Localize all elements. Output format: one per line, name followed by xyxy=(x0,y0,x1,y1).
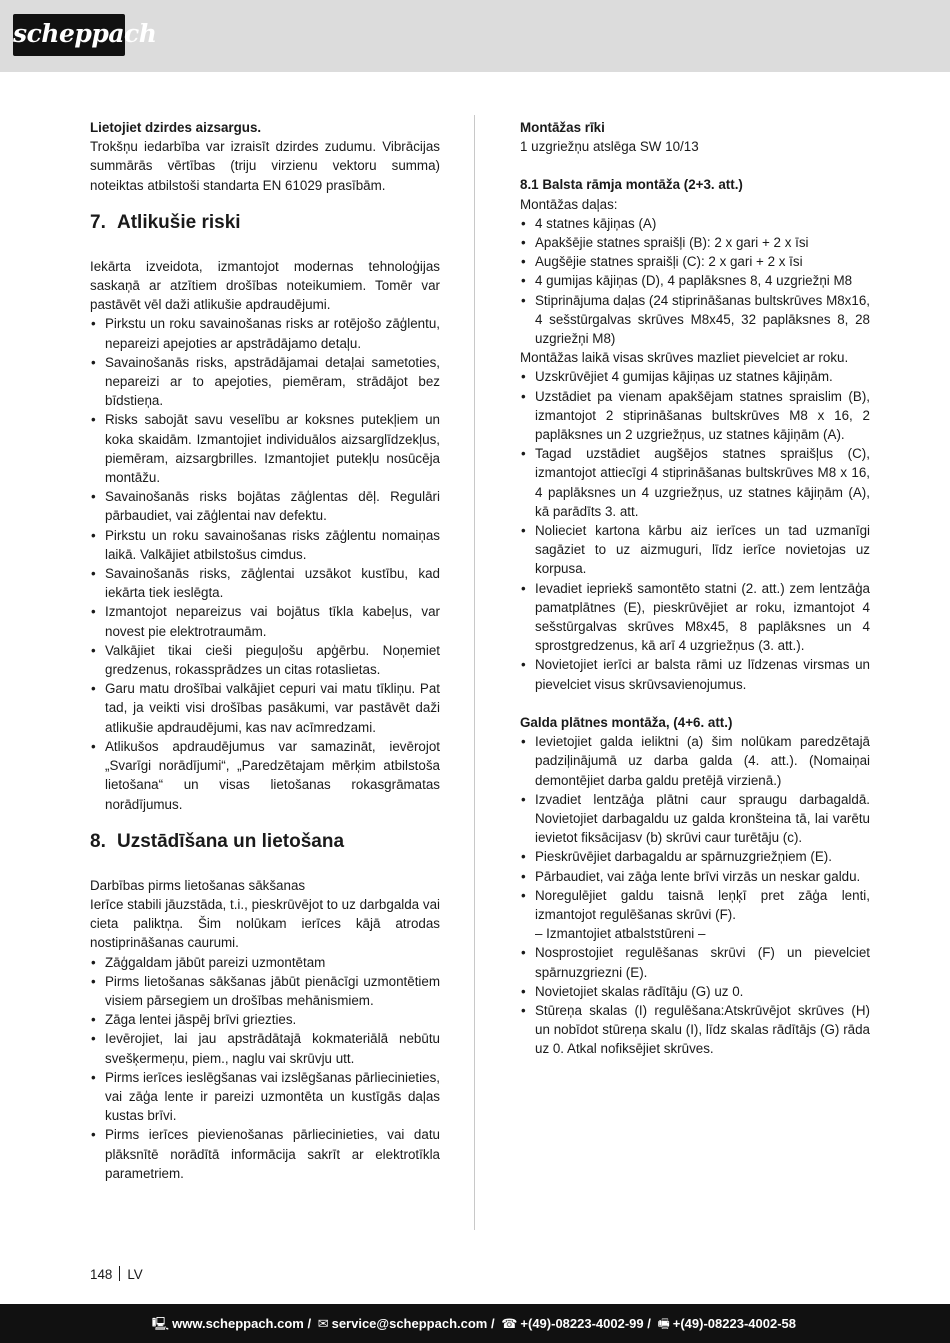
section-7-number: 7. xyxy=(90,211,106,233)
list-item: • Zāga lentei jāspēj brīvi griezties. xyxy=(90,1010,440,1029)
list-item: • Savainošanās risks, zāģlentai uzsākot kustību, kad iekārta tiek ieslēgta. xyxy=(90,564,440,602)
header-band xyxy=(0,0,950,72)
list-item: • Izvadiet lentzāģa plātni caur spraugu darbagaldā. Novietojiet darbagaldu uz galda kronšteina tā, lai varētu ievietot fiksācijasv (b) skrūvi caur turētāju (c). xyxy=(520,790,870,848)
list-item: • Savainošanās risks bojātas zāģlentas dēļ. Regulāri pārbaudiet, vai zāģlentai nav defektu. xyxy=(90,487,440,525)
list-item: • Stūreņa skalas (I) regulēšana:Atskrūvējot skrūves (H) un nobīdot stūreņa skalu (I), līdz skalas rādītājs (G) rāda uz 0. Atkal nofiksējiet skrūves. xyxy=(520,1001,870,1059)
list-item: • Atlikušos apdraudējumus var samazināt, ievērojot „Svarīgi norādījumi“, „Paredzētajam mērķim atbilstoša lietošana“ un visas lietošanas rokasgrāmatas norādījumus. xyxy=(90,737,440,814)
tools-text: 1 uzgriežņu atslēga SW 10/13 xyxy=(520,139,699,155)
column-divider xyxy=(474,115,475,1230)
list-item: • Ievietojiet galda ieliktni (a) šim nolūkam paredzētajā padziļinājumā uz darba galda (4. att.). (Nomaiņai demontējiet darba galdu pretējā virzienā.) xyxy=(520,732,870,790)
list-item: • Noregulējiet galdu taisnā leņķī pret zāģa lenti, izmantojot regulēšanas skrūvi (F). – Izmantojiet atbalststūreni – xyxy=(520,886,870,944)
left-column xyxy=(90,118,440,1183)
section-8-subtitle: Darbības pirms lietošanas sākšanas xyxy=(90,877,306,893)
list-item: • Nolieciet kartona kārbu aiz ierīces un tad uzmanīgi sagāziet to uz aizmuguri, līdz ierīce novietojas uz korpusa. xyxy=(520,521,870,579)
parts-list xyxy=(520,214,870,348)
list-item: • Tagad uzstādiet augšējos statnes spraišļus (C), izmantojot attiecīgi 4 stiprināšanas bultskrūves M8 x 16, 4 paplāksnes un 4 uzgriežņus, uz statnes kājiņām (A), kā parādīts 3. att. xyxy=(520,444,870,521)
list-item: • Pirms ierīces ieslēgšanas vai izslēgšanas pārliecinieties, vai zāģa lente ir pareizi uzmontēta un kustīgās daļas kustas brīvi. xyxy=(90,1068,440,1126)
list-item: • Pirkstu un roku savainošanas risks zāģlentu nomaiņas laikā. Valkājiet atbilstošus cimdus. xyxy=(90,526,440,564)
list-item: • 4 statnes kājiņas (A) xyxy=(520,214,870,233)
mail-icon: ✉ xyxy=(317,1316,329,1331)
website-link[interactable]: www.scheppach.com xyxy=(172,1316,304,1331)
list-item: • Izmantojot nepareizus vai bojātus tīkla kabeļus, var novest pie elektrotraumām. xyxy=(90,602,440,640)
list-item: • Valkājiet tikai cieši pieguļošu apģērbu. Noņemiet gredzenus, rokassprādzes un citas rotaslietas. xyxy=(90,641,440,679)
list-item: • Pieskrūvējiet darbagaldu ar spārnuzgriežņiem (E). xyxy=(520,847,870,866)
separator: / xyxy=(303,1316,315,1331)
separator: / xyxy=(487,1316,499,1331)
list-item: • Novietojiet ierīci ar balsta rāmi uz līdzenas virsmas un pievelciet visus skrūvsavienojumus. xyxy=(520,655,870,693)
hearing-text: Trokšņu iedarbība var izraisīt dzirdes zudumu. Vibrācijas summārās vērtības (triju virzienu vektoru summa) noteiktas atbilstoši standarta EN 61029 prasībām. xyxy=(90,139,440,193)
computer-icon: 🖳 xyxy=(151,1316,170,1331)
section-8-title: Uzstādīšana un lietošana xyxy=(117,830,345,852)
section-7-intro: Iekārta izveidota, izmantojot modernas tehnoloģijas saskaņā ar atzītiem drošības noteikumiem. Tomēr var pastāvēt vēl daži atlikušie apdraudējumi. xyxy=(90,258,440,313)
list-item: • Augšējie statnes spraišļi (C): 2 x gari + 2 x īsi xyxy=(520,252,870,271)
page-separator xyxy=(119,1266,120,1281)
email-link[interactable]: service@scheppach.com xyxy=(331,1316,488,1331)
table-mount-title: Galda plātnes montāža, (4+6. att.) xyxy=(520,714,733,730)
section-7-title: Atlikušie riski xyxy=(117,211,241,233)
list-item: • Pirms lietošanas sākšanas jābūt pienācīgi uzmontētiem visiem pārsegiem un drošības mehānismiem. xyxy=(90,972,440,1010)
list-item: • Novietojiet skalas rādītāju (G) uz 0. xyxy=(520,982,870,1001)
language-code: LV xyxy=(127,1267,143,1282)
fax-icon: 🖷 xyxy=(657,1316,670,1331)
parts-label: Montāžas daļas: xyxy=(520,196,618,212)
setup-list xyxy=(90,953,440,1183)
frame-steps-list xyxy=(520,367,870,693)
list-item: • Uzskrūvējiet 4 gumijas kājiņas uz statnes kājiņām. xyxy=(520,367,870,386)
list-item: • Zāģgaldam jābūt pareizi uzmontētam xyxy=(90,953,440,972)
list-item: • Stiprinājuma daļas (24 stiprināšanas bultskrūves M8x16, 4 sešstūrgalvas skrūves M8x45, 32 paplāksnes 8, 28 uzgriežņi M8) xyxy=(520,291,870,349)
list-item: • Nosprostojiet regulēšanas skrūvi (F) un pievelciet spārnuzgriezni (E). xyxy=(520,943,870,981)
risk-list xyxy=(90,314,440,813)
section-8-1-title: 8.1 Balsta rāmja montāža (2+3. att.) xyxy=(520,177,743,193)
table-steps-list xyxy=(520,732,870,1058)
list-item: • Ievērojiet, lai jau apstrādātajā kokmateriālā nebūtu svešķermeņu, piem., naglu vai skrūvju utt. xyxy=(90,1029,440,1067)
section-8-number: 8. xyxy=(90,830,106,852)
separator: / xyxy=(643,1316,655,1331)
list-item: • Pārbaudiet, vai zāģa lente brīvi virzās un neskar galdu. xyxy=(520,867,870,886)
section-8-intro: Ierīce stabili jāuzstāda, t.i., pieskrūvējot to uz darbgalda vai cieta paliktņa. Šim nolūkam ierīces kājā atrodas nostiprināšanas caurumi. xyxy=(90,896,440,951)
page-number: 148 xyxy=(90,1267,113,1282)
contact-line xyxy=(149,1314,796,1333)
section-7-heading xyxy=(90,211,440,235)
list-item: • Savainošanās risks, apstrādājamai detaļai sametoties, nepareizi ar to apejoties, piemēram, strādājot bez bīdstieņa. xyxy=(90,353,440,411)
scheppach-logo: scheppach xyxy=(13,14,125,56)
list-item: • Garu matu drošībai valkājiet cepuri vai matu tīkliņu. Pat tad, ja veikti visi drošības pasākumi, var pastāvēt daži atlikušie apdraudējumi, kas nav acīmredzami. xyxy=(90,679,440,737)
hearing-title: Lietojiet dzirdes aizsargus. xyxy=(90,120,262,135)
section-8-heading xyxy=(90,830,440,854)
page-number-block xyxy=(90,1265,143,1284)
list-item: • Pirkstu un roku savainošanas risks ar rotējošo zāģlentu, nepareizi apejoties ar apstrādājamo detaļu. xyxy=(90,314,440,352)
list-item: • 4 gumijas kājiņas (D), 4 paplāksnes 8, 4 uzgriežņi M8 xyxy=(520,271,870,290)
fax-number: +(49)-08223-4002-58 xyxy=(672,1316,796,1331)
right-column xyxy=(520,118,870,1059)
phone-icon: ☎ xyxy=(501,1316,518,1331)
phone-number: +(49)-08223-4002-99 xyxy=(520,1316,644,1331)
list-item: • Pirms ierīces pievienošanas pārliecinieties, vai datu plāksnītē norādītā informācija sakrīt ar elektrotīkla parametriem. xyxy=(90,1125,440,1183)
list-item: • Apakšējie statnes spraišļi (B): 2 x gari + 2 x īsi xyxy=(520,233,870,252)
list-item: • Uzstādiet pa vienam apakšējam statnes spraislim (B), izmantojot 2 stiprināšanas bultskrūves M8 x 16, 2 paplāksnes un 2 uzgriežņus, uz statnes kājiņām (A). xyxy=(520,387,870,445)
assembly-note: Montāžas laikā visas skrūves mazliet pievelciet ar roku. xyxy=(520,350,849,366)
tools-title: Montāžas rīki xyxy=(520,120,605,135)
list-item: • Risks sabojāt savu veselību ar koksnes putekļiem un koka skaidām. Izmantojiet individuālos aizsarglīdzekļus, piemēram, aizsargbrilles. Izmantojiet putekļu nosūcēja montāžu. xyxy=(90,410,440,487)
list-item: • Ievadiet iepriekš samontēto statni (2. att.) zem lentzāģa pamatplātnes (E), pieskrūvējiet ar roku, izmantojot 4 sešstūrgalvas skrūves M8x45, 8 paplāksnes un 4 sprostgredzenus, kā arī 4 uzgriežņus (3. att.). xyxy=(520,579,870,656)
footer-bar xyxy=(0,1304,950,1343)
